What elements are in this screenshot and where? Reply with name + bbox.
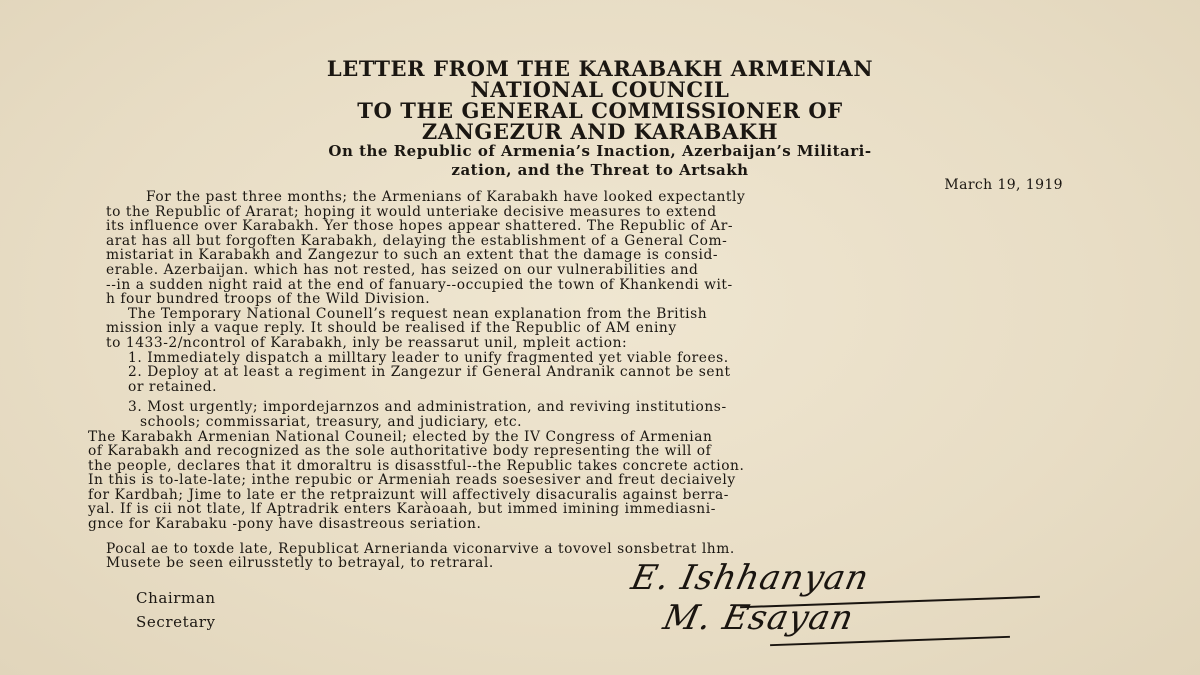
letter-date: March 19, 1919 — [944, 177, 1063, 193]
title-line-3: TO THE GENERAL COMMISSIONER OF — [357, 98, 843, 123]
text-line: arat has all but forgoften Karabakh, delaying the establishment of a General Com- — [106, 232, 728, 249]
title-line-1: LETTER FROM THE KARABAKH ARMENIAN — [326, 56, 874, 81]
text-line: the people, declares that it dmoraltru is disasstful--the Republic takes concrete action. — [88, 457, 745, 474]
chairman-signature: E. Ishhanyan — [627, 558, 873, 598]
subtitle-line-1: On the Republic of Armenia’s Inaction, Azerbaijan’s Militari- — [328, 142, 872, 160]
list-item-3-line-1: 3. Most urgently; impordejarnzos and administration, and reviving institutions- — [128, 399, 727, 416]
list-item-3-line-2: schools; commissariat, treasury, and judiciary, etc. — [140, 413, 523, 430]
list-item-1: 1. Immediately dispatch a milltary leader to unify fragmented yet viable forees. — [128, 349, 729, 366]
title-line-4: ZANGEZUR AND KARABAKH — [421, 119, 779, 144]
list-item-2-line-2: or retained. — [128, 378, 218, 395]
paragraph-1 — [88, 190, 1148, 307]
text-line: Musete be seen eilrusstetly to betrayal, to retraral. — [106, 555, 494, 572]
secretary-label: Secretary — [136, 613, 216, 631]
text-line: of Karabakh and recognized as the sole authoritative body representing the will of — [88, 443, 712, 460]
text-line: for Kardbah; Jime to late er the retpraizunt will affectively disacuralis against berra- — [88, 486, 729, 503]
text-line: erable. Azerbaijan. which has not rested, has seized on our vulnerabilities and — [106, 261, 699, 278]
chairman-label: Chairman — [136, 589, 216, 607]
title-line-2: NATIONAL COUNCIL — [470, 77, 730, 102]
text-line: The Karabakh Armenian National Couneil; elected by the IV Congress of Armenian — [88, 428, 713, 445]
text-line: mistariat in Karabakh and Zangezur to such an extent that the damage is consid- — [106, 247, 719, 264]
letter-body — [88, 190, 1148, 571]
text-line: Pocal ae to toxde late, Republicat Arnerianda viconarvive a tovovel sonsbetrat lhm. — [106, 540, 735, 557]
text-line: h four bundred troops of the Wild Division. — [106, 291, 431, 308]
paragraph-4 — [88, 542, 1148, 571]
text-line: yal. If is cii not tlate, lf Aptradrik enters Karàoaah, but immed imining immediasni- — [88, 501, 716, 518]
text-line: For the past three months; the Armenians of Karabakh have looked expectantly — [146, 189, 746, 205]
text-line: The Temporary National Counell’s request nean explanation from the British — [128, 305, 708, 322]
signature-labels — [136, 586, 216, 634]
text-line: to 1433-2/ncontrol of Karabakh, inly be reassarut unil, mpleit action: — [106, 334, 628, 351]
text-line: gnce for Karabaku -pony have disastreous seriation. — [88, 516, 482, 533]
paragraph-2 — [88, 307, 1148, 351]
paragraph-3 — [88, 430, 1148, 532]
text-line: In this is to-late-late; inthe repubic or Armeniah reads soesesiver and freut deciaively — [88, 472, 736, 489]
list-item-2-line-1: 2. Deploy at at least a regiment in Zangezur if General Andranik cannot be sent — [128, 364, 731, 381]
text-line: its influence over Karabakh. Yer those hopes appear shattered. The Republic of Ar- — [106, 218, 734, 235]
subtitle-line-2: zation, and the Threat to Artsakh — [451, 161, 749, 179]
text-line: to the Republic of Ararat; hoping it would unteriake decisive measures to extend — [106, 203, 717, 220]
text-line: mission inly a vaque reply. It should be realised if the Republic of AM eniny — [106, 320, 677, 337]
numbered-list — [88, 351, 1148, 430]
text-line: --in a sudden night raid at the end of fanuary--occupied the town of Khankendi wit- — [106, 276, 733, 293]
document-title — [0, 58, 1200, 142]
secretary-signature: M. Esayan — [659, 598, 858, 638]
document-subtitle — [0, 142, 1200, 180]
